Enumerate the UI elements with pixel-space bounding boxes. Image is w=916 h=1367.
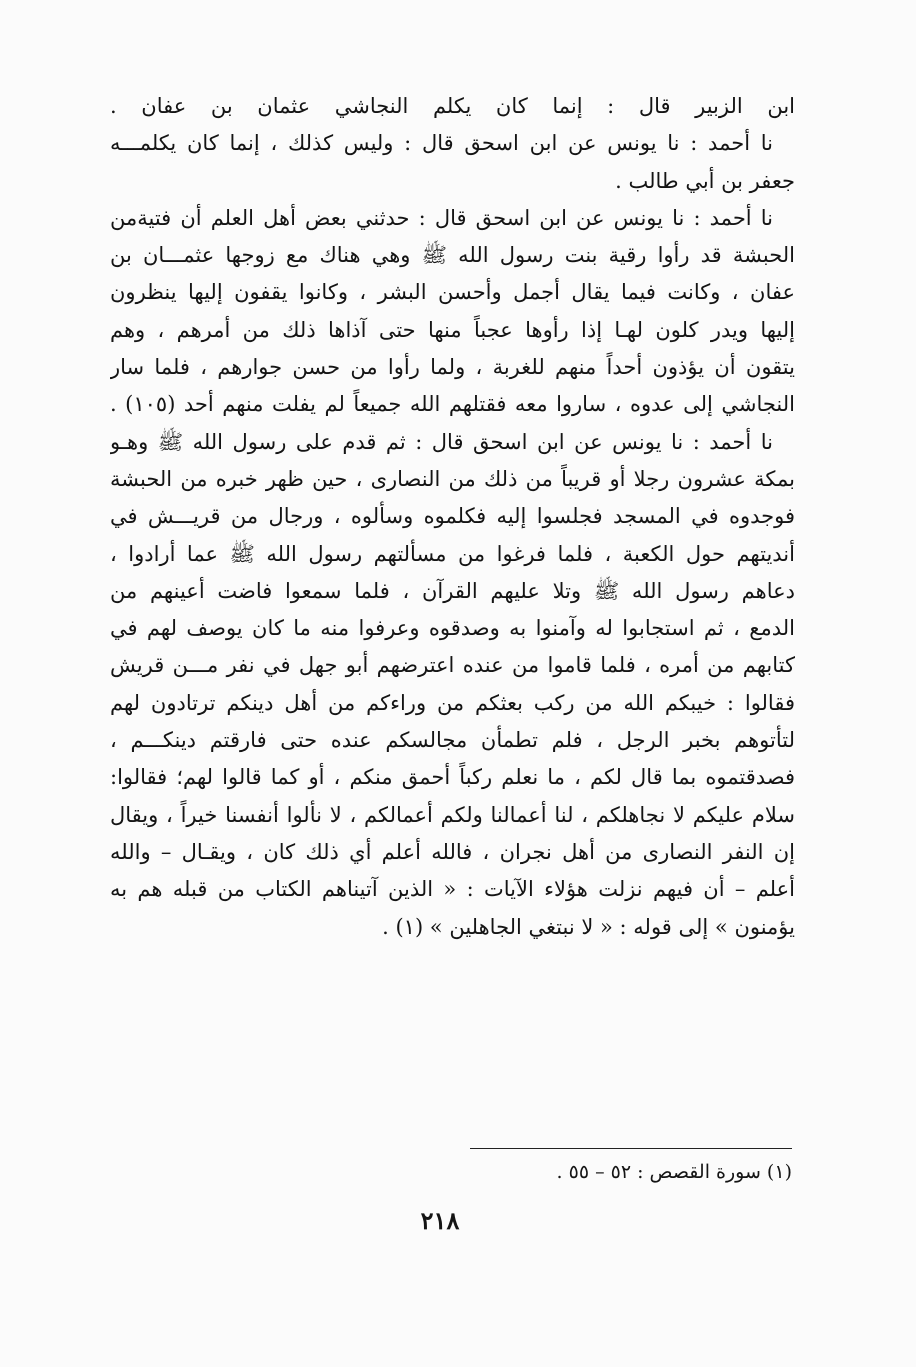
footnote: (١) سورة القصص : ٥٢ – ٥٥ . xyxy=(556,1161,792,1183)
text-line: بمكة عشرون رجلا أو قريباً من ذلك من النصارى ، حين ظهر خبره من الحبشة xyxy=(110,466,795,491)
text-line: نا أحمد : نا يونس عن ابن اسحق قال : حدثني بعض أهل العلم أن فتيةمن xyxy=(110,205,773,230)
text-line: نا أحمد : نا يونس عن ابن اسحق قال : وليس كذلك ، إنما كان يكلمـــه xyxy=(110,131,773,156)
text-line: دعاهم رسول الله ﷺ وتلا عليهم القرآن ، فلما سمعوا فاضت أعينهم من xyxy=(110,578,795,603)
text-line: إليها ويدر كلون لهـا إذا رأوها عجباً منها حتى آذاها ذلك من أمرهم ، وهم xyxy=(110,317,795,342)
text-line: فوجدوه في المسجد فجلسوا إليه فكلموه وسألوه ، ورجال من قريـــش في xyxy=(110,504,795,529)
text-line: لتأتوهم بخبر الرجل ، فلم تطمأن مجالسكم عنده حتى فارقتم دينكـــم ، xyxy=(110,728,795,753)
body-text xyxy=(110,88,795,946)
text-line: يؤمنون » إلى قوله : « لا نبتغي الجاهلين » (١) . xyxy=(382,914,795,939)
text-line: إن النفر النصارى من أهل نجران ، فالله أعلم أي ذلك كان ، ويقـال – والله xyxy=(110,839,795,864)
text-line: سلام عليكم لا نجاهلكم ، لنا أعمالنا ولكم أعمالكم ، لا نألوا أنفسنا خيراً ، ويقال xyxy=(110,802,795,827)
text-line: الدمع ، ثم استجابوا له وآمنوا به وصدقوه وعرفوا منه ما كان يوصف لهم في xyxy=(110,616,795,641)
text-line: أنديتهم حول الكعبة ، فلما فرغوا من مسألتهم رسول الله ﷺ عما أرادوا ، xyxy=(110,541,795,566)
text-line: عفان ، وكانت فيما يقال أجمل وأحسن البشر ، وكانوا يقفون إليها ينظرون xyxy=(110,280,795,305)
footnote-divider xyxy=(470,1148,792,1149)
text-line: فصدقتموه بما قال لكم ، ما نعلم ركباً أحمق منكم ، أو كما قالوا لهم؛ فقالوا: xyxy=(110,765,795,790)
text-line: الحبشة قد رأوا رقية بنت رسول الله ﷺ وهي هناك مع زوجها عثمـــان بن xyxy=(110,243,795,268)
text-line: يتقون أن يؤذون أحداً منهم للغربة ، ولما رأوا من حسن جوارهم ، فلما سار xyxy=(110,355,795,380)
text-line: أعلم – أن فيهم نزلت هؤلاء الآيات : « الذين آتيناهم الكتاب من قبله هم به xyxy=(110,877,795,902)
text-line: كتابهم من أمره ، فلما قاموا من عنده اعترضهم أبو جهل في نفر مـــن قريش xyxy=(110,653,795,678)
text-line: النجاشي إلى عدوه ، ساروا معه فقتلهم الله جميعاً لم يفلت منهم أحد (١٠٥) . xyxy=(110,392,795,417)
text-line: ابن الزبير قال : إنما كان يكلم النجاشي عثمان بن عفان . xyxy=(110,94,795,118)
text-line: فقالوا : خيبكم الله من ركب بعثكم من وراءكم من أهل دينكم ترتادون لهم xyxy=(110,690,795,715)
text-line: جعفر بن أبي طالب . xyxy=(615,168,795,193)
text-line: نا أحمد : نا يونس عن ابن اسحق قال : ثم قدم على رسول الله ﷺ وهـو xyxy=(110,429,773,454)
page-number: ٢١٨ xyxy=(420,1206,460,1235)
